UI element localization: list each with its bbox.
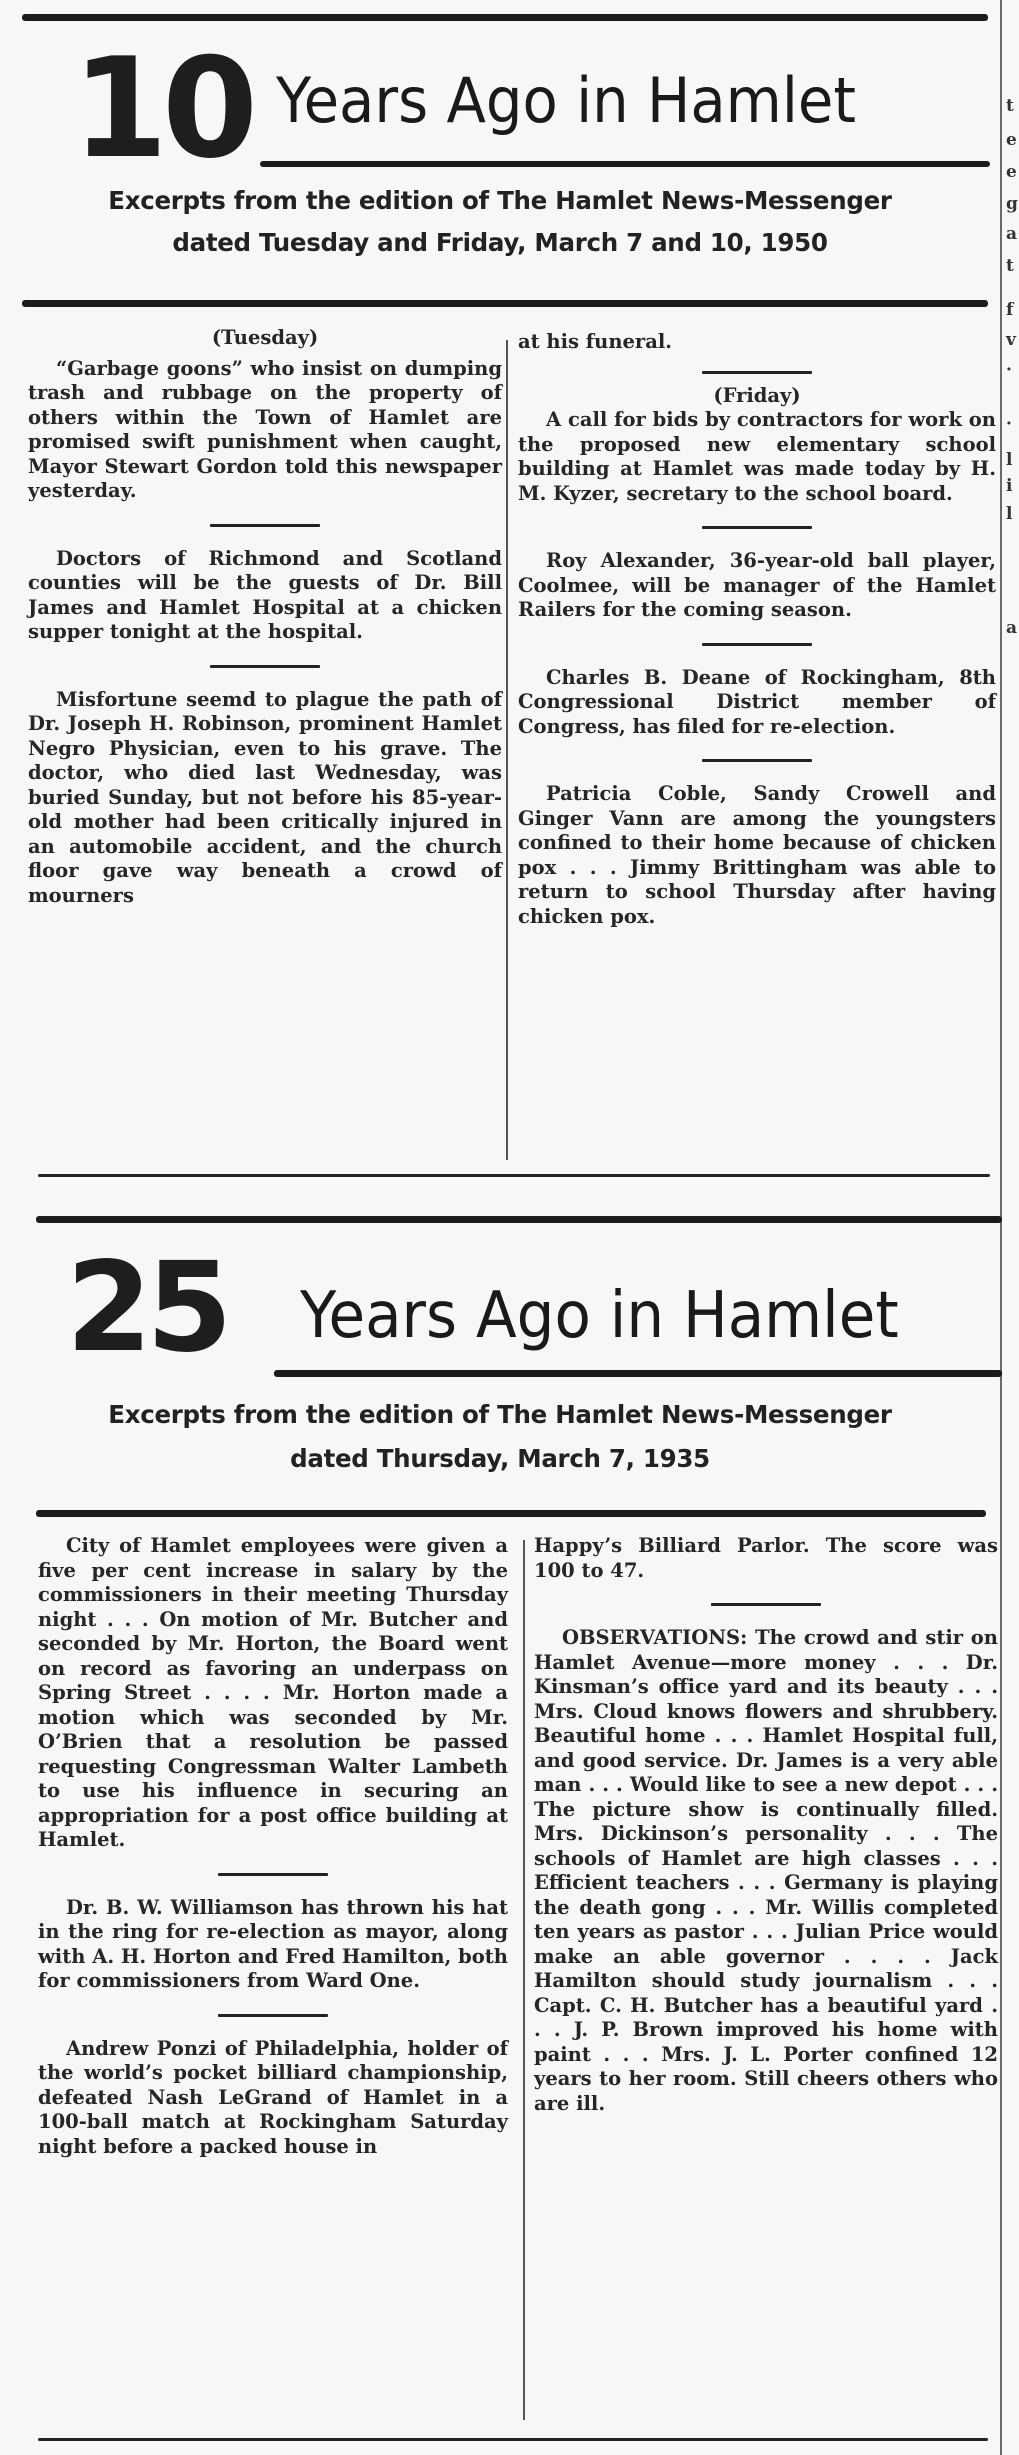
column-divider — [506, 340, 508, 1160]
article-paragraph: Charles B. Deane of Rockingham, 8th Congressional District member of Congress, has filed for re-election. — [518, 665, 996, 738]
article-separator — [702, 643, 812, 646]
adjacent-column-fragment: a — [1006, 618, 1018, 638]
article-separator — [210, 665, 320, 668]
adjacent-column-fragment: t — [1006, 96, 1014, 116]
years-number: 10 — [72, 28, 253, 189]
article-continuation: at his funeral. — [518, 330, 673, 353]
right-column — [534, 1534, 998, 2116]
adjacent-column-fragment: e — [1006, 130, 1017, 150]
article-paragraph: Patricia Coble, Sandy Crowell and Ginger Vann are among the youngsters confined to their home because of chicken pox . . . Jimmy Brittingham was able to return to school Thursday after having chicken pox. — [518, 782, 996, 928]
article-paragraph: Dr. B. W. Williamson has thrown his hat in the ring for re-election as mayor, along with A. H. Horton and Fred Hamilton, both for commissioners from Ward One. — [38, 1895, 508, 1992]
dek-line-1: Excerpts from the edition of The Hamlet News-Messenger — [108, 1400, 892, 1429]
friday-column — [518, 330, 996, 929]
adjacent-column-fragment: · — [1006, 360, 1012, 380]
article-separator — [702, 371, 812, 374]
article-paragraph: Misfortune seemd to plague the path of Dr. Joseph H. Robinson, prominent Hamlet Negro Physician, even to his grave. The doctor, who died last Wednesday, was buried Sunday, but not before his 85-year-old mother had been critically injured in an automobile accident, and the church floor gave way beneath a crowd of mourners — [28, 687, 502, 907]
adjacent-column-fragment: a — [1006, 224, 1018, 244]
article-continuation: Happy’s Billiard Parlor. The score was 100 to 47. — [534, 1534, 998, 1582]
top-rule — [36, 1216, 1002, 1223]
adjacent-column-fragment: t — [1006, 256, 1014, 276]
tuesday-column — [28, 326, 502, 908]
adjacent-column-fragment: e — [1006, 162, 1017, 182]
article-paragraph: “Garbage goons” who insist on dumping trash and rubbage on the property of others within the Town of Hamlet are promised swift punishment when caught, Mayor Stewart Gordon told this newspaper yesterday. — [28, 356, 502, 502]
article-separator — [711, 1603, 821, 1606]
article-paragraph: Andrew Ponzi of Philadelphia, holder of the world’s pocket billiard championship, defeated Nash LeGrand of Hamlet in a 100-ball match at Rockingham Saturday night before a packed house in — [38, 2036, 508, 2158]
adjacent-column-fragment: g — [1006, 194, 1018, 214]
section-headline: Years Ago in Hamlet — [276, 64, 856, 137]
dek-line-2: dated Tuesday and Friday, March 7 and 10, 1950 — [172, 228, 828, 257]
dek-bottom-rule — [36, 1510, 986, 1517]
years-number: 25 — [66, 1236, 227, 1380]
adjacent-column-fragment: i — [1006, 476, 1013, 496]
column-divider — [523, 1540, 525, 2420]
article-separator — [210, 524, 320, 527]
left-column — [38, 1534, 508, 2159]
article-paragraph: City of Hamlet employees were given a five per cent increase in salary by the commissioners in their meeting Thursday night . . . On motion of Mr. Butcher and seconded by Mr. Horton, the Board went on record as favoring an underpass on Spring Street . . . . Mr. Horton made a motion which was seconded by Mr. O’Brien that a resolution be passed requesting Congressman Walter Lambeth to use his influence in securing an appropriation for a post office building at Hamlet. — [38, 1534, 508, 1851]
observations-paragraph: OBSERVATIONS: The crowd and stir on Hamlet Avenue—more money . . . Dr. Kinsman’s office yard and its beauty . . . Mrs. Cloud knows flowers and shrubbery. Beautiful home . . . Hamlet Hospital full, and good service. Dr. James is a very able man . . . Would like to see a new depot . . . The picture show is continually filled. Mrs. Dickinson’s personality . . . The schools of Hamlet are high classes . . . Efficient teachers . . . Germany is playing the death gong . . . Mr. Willis completed ten years as pastor . . . Julian Price would make an able governor . . . . Jack Hamilton should study journalism . . . Capt. C. H. Butcher has a beautiful yard . . . J. P. Brown improved his home with paint . . . Mrs. J. L. Porter confined 12 years to her room. Still cheers others who are ill. — [534, 1626, 998, 2115]
dek-line-2: dated Thursday, March 7, 1935 — [290, 1444, 710, 1473]
adjacent-column-fragment: l — [1006, 504, 1013, 524]
article-separator — [218, 1873, 328, 1876]
section-headline: Years Ago in Hamlet — [300, 1279, 899, 1353]
adjacent-column-fragment: f — [1006, 300, 1014, 320]
adjacent-column-fragment: l — [1006, 450, 1013, 470]
adjacent-column-fragment: · — [1006, 414, 1012, 434]
dek-bottom-rule — [22, 300, 988, 307]
day-label-friday: (Friday) — [713, 383, 801, 407]
section-bottom-rule — [38, 1174, 990, 1177]
headline-underline-rule — [274, 1370, 1002, 1377]
article-separator — [702, 526, 812, 529]
section-bottom-rule — [38, 2438, 988, 2441]
adjacent-column-fragment: v — [1006, 330, 1016, 350]
page-column-rule — [1000, 0, 1002, 2455]
ten-years-ago-section — [0, 0, 1000, 1190]
dek-line-1: Excerpts from the edition of The Hamlet News-Messenger — [108, 186, 892, 215]
headline-underline-rule — [260, 161, 990, 167]
day-label-tuesday: (Tuesday) — [211, 326, 319, 349]
article-separator — [702, 759, 812, 762]
top-rule — [22, 14, 988, 21]
twenty-five-years-ago-section — [0, 1190, 1000, 2455]
article-paragraph: Roy Alexander, 36-year-old ball player, Coolmee, will be manager of the Hamlet Railers for the coming season. — [518, 549, 996, 621]
article-separator — [218, 2014, 328, 2017]
article-paragraph: A call for bids by contractors for work on the proposed new elementary school building at Hamlet was made today by H. M. Kyzer, secretary to the school board. — [518, 408, 996, 505]
article-paragraph: Doctors of Richmond and Scotland counties will be the guests of Dr. Bill James and Hamlet Hospital at a chicken supper tonight at the hospital. — [28, 546, 502, 643]
